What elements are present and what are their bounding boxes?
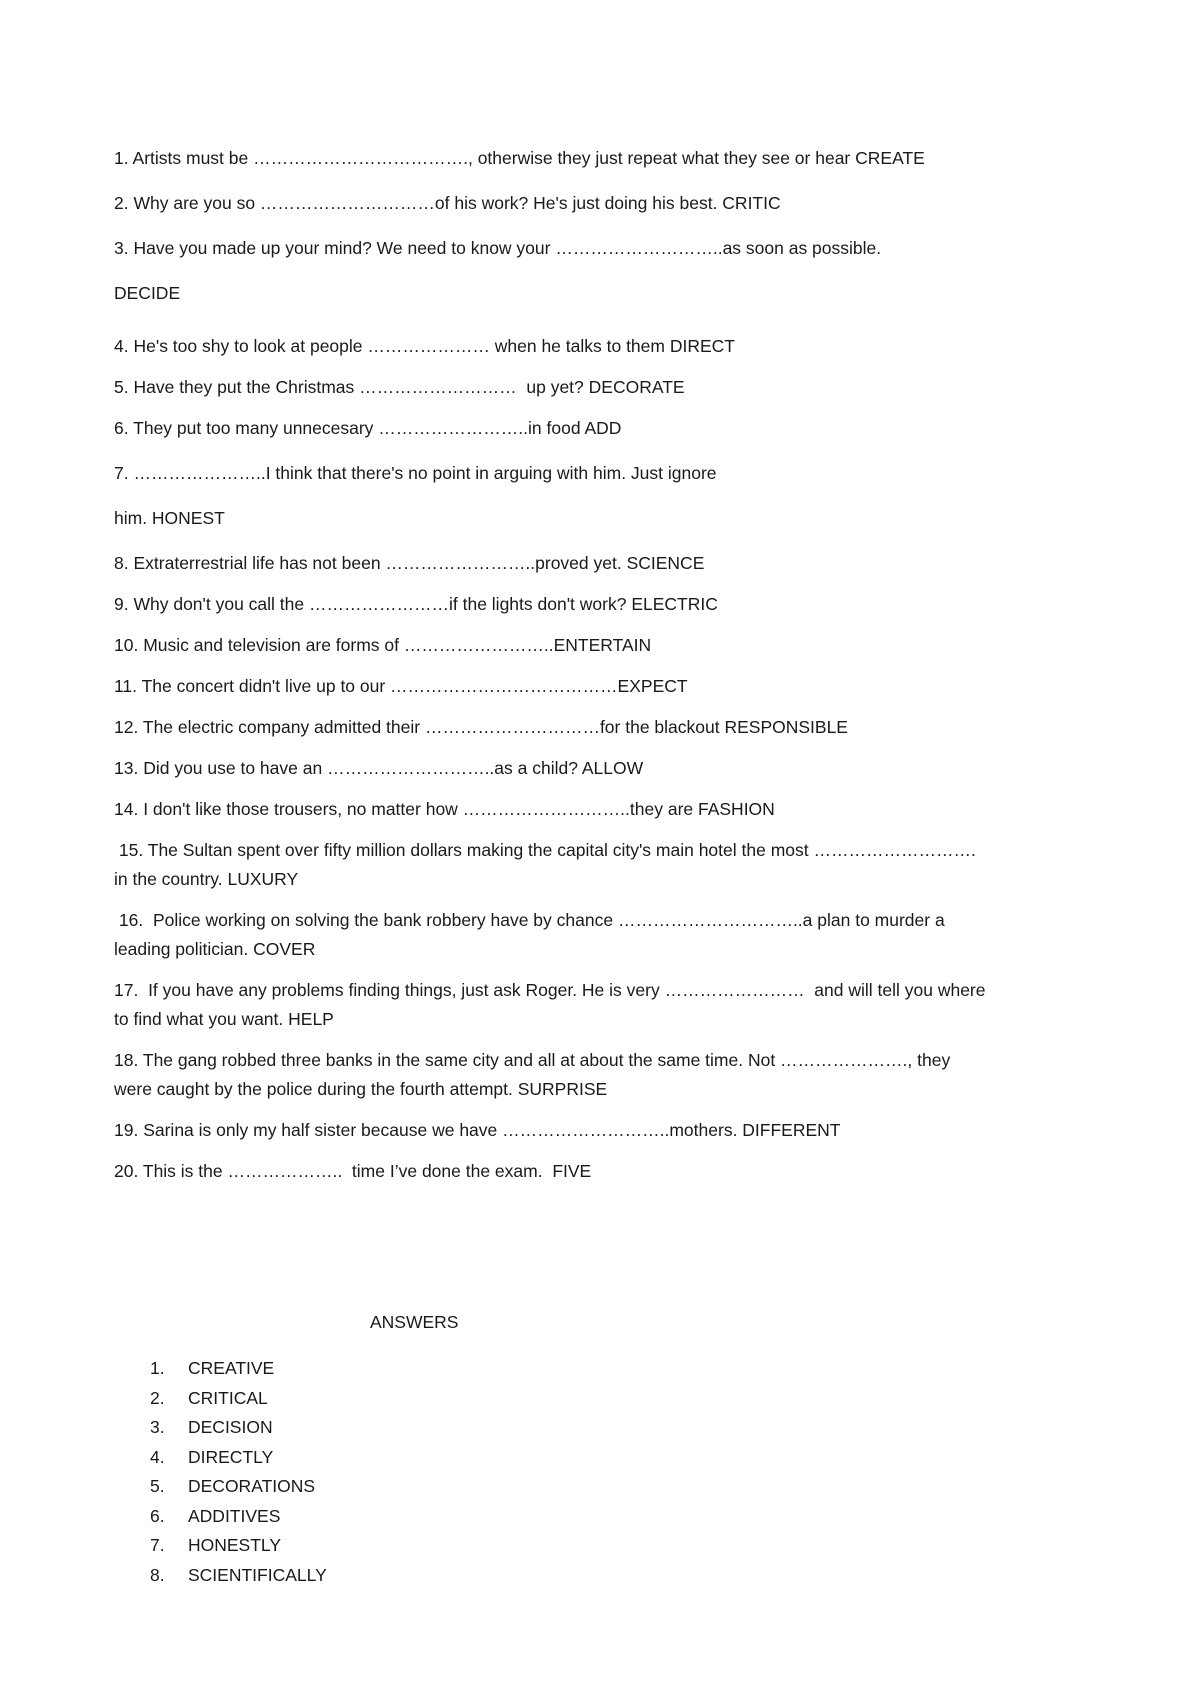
question-text: The electric company admitted their …………………………for the blackout RESPONSIBLE [142,717,848,737]
question-number: 6. [114,418,129,438]
question-number: 10. [114,635,139,655]
answer-item [150,1531,327,1561]
question-number: 4. [114,336,129,356]
answer-number: 8. [150,1564,165,1585]
answer-text: DECORATIONS [188,1476,316,1496]
question-5 [114,373,1094,402]
answer-text: DIRECTLY [188,1446,274,1467]
question-1 [114,144,1094,173]
question-text: They put too many unnecesary ……………………..in food ADD [133,418,622,438]
answer-item [150,1472,327,1502]
question-7 [114,451,1094,541]
question-number: 16. [114,910,144,930]
question-number: 17. [114,980,139,1000]
question-number: 12. [114,717,139,737]
question-text: Artists must be ………………………………., otherwise they just repeat what they see or hear CREATE [132,148,925,168]
question-12 [114,713,1094,742]
question-20 [114,1157,1094,1186]
question-number: 13. [114,758,139,778]
answers-list [150,1354,327,1590]
answer-text: DECISION [188,1417,273,1437]
question-number: 8. [114,553,129,573]
exercise-list [114,144,1094,1198]
question-text: Why don't you call the ……………………if the lights don't work? ELECTRIC [133,594,718,614]
question-17 [114,976,1094,1034]
question-number: 15. [114,840,144,860]
question-text: The gang robbed three banks in the same city and all at about the same time. Not …………………., they were caught by the police during the fourth attempt. SURPRISE [114,1050,951,1099]
question-4 [114,332,1094,361]
question-number: 11. [114,676,138,696]
answer-text: SCIENTIFICALLY [188,1564,327,1585]
question-text: The Sultan spent over fifty million dollars making the capital city's main hotel the most ………………………. in the country. LUXURY [114,840,976,889]
question-2 [114,189,1094,218]
answer-number: 1. [150,1358,165,1378]
question-3 [114,226,1094,316]
question-text: Why are you so …………………………of his work? He's just doing his best. CRITIC [133,193,781,213]
question-13 [114,754,1094,783]
question-14 [114,795,1094,824]
question-number: 1. [114,148,129,168]
answer-number: 4. [150,1446,165,1467]
question-number: 18. [114,1050,139,1070]
question-text: Have they put the Christmas ……………………… up yet? DECORATE [133,377,685,397]
answer-item [150,1354,327,1384]
answer-text: ADDITIVES [188,1505,281,1526]
question-text: He's too shy to look at people ………………… when he talks to them DIRECT [133,336,735,356]
answer-item [150,1443,327,1473]
answer-item [150,1384,327,1414]
question-number: 14. [114,799,139,819]
answer-item [150,1561,327,1591]
question-text: …………………..I think that there's no point in arguing with him. Just ignore him. HONEST [114,463,717,528]
answer-number: 7. [150,1535,165,1555]
question-9 [114,590,1094,619]
question-6 [114,414,1094,443]
answers-heading: ANSWERS [370,1312,459,1332]
question-18 [114,1046,1094,1104]
question-number: 2. [114,193,129,213]
answer-text: CRITICAL [188,1387,268,1408]
question-number: 19. [114,1120,139,1140]
question-text: Extraterrestrial life has not been ……………………..proved yet. SCIENCE [133,553,705,573]
question-16 [114,906,1094,964]
answer-number: 6. [150,1505,165,1526]
question-text: The concert didn't live up to our …………………………………EXPECT [141,676,688,696]
answer-number: 2. [150,1387,165,1408]
answer-number: 5. [150,1476,165,1496]
question-10 [114,631,1094,660]
question-11 [114,672,1094,701]
question-text: Music and television are forms of ……………………..ENTERTAIN [143,635,652,655]
question-text: Sarina is only my half sister because we have ………………………..mothers. DIFFERENT [143,1120,841,1140]
question-8 [114,549,1094,578]
answer-text: HONESTLY [188,1535,282,1555]
question-19 [114,1116,1094,1145]
answer-text: CREATIVE [188,1358,275,1378]
question-number: 5. [114,377,129,397]
question-number: 20. [114,1161,139,1181]
answer-item [150,1413,327,1443]
question-number: 9. [114,594,129,614]
question-number: 7. [114,463,129,483]
answer-number: 3. [150,1417,165,1437]
question-text: Did you use to have an ………………………..as a child? ALLOW [143,758,644,778]
question-text: If you have any problems finding things, just ask Roger. He is very …………………… and will tell you where to find what you want. HELP [114,980,986,1029]
question-text: I don't like those trousers, no matter how ………………………..they are FASHION [143,799,775,819]
question-15 [114,836,1094,894]
question-text: This is the ……………….. time I’ve done the exam. FIVE [142,1161,592,1181]
question-number: 3. [114,238,129,258]
question-text: Have you made up your mind? We need to know your ………………………..as soon as possible. DECIDE [114,238,882,303]
question-text: Police working on solving the bank robbery have by chance …………………………..a plan to murder a leading politician. COVER [114,910,945,959]
answer-item [150,1502,327,1532]
